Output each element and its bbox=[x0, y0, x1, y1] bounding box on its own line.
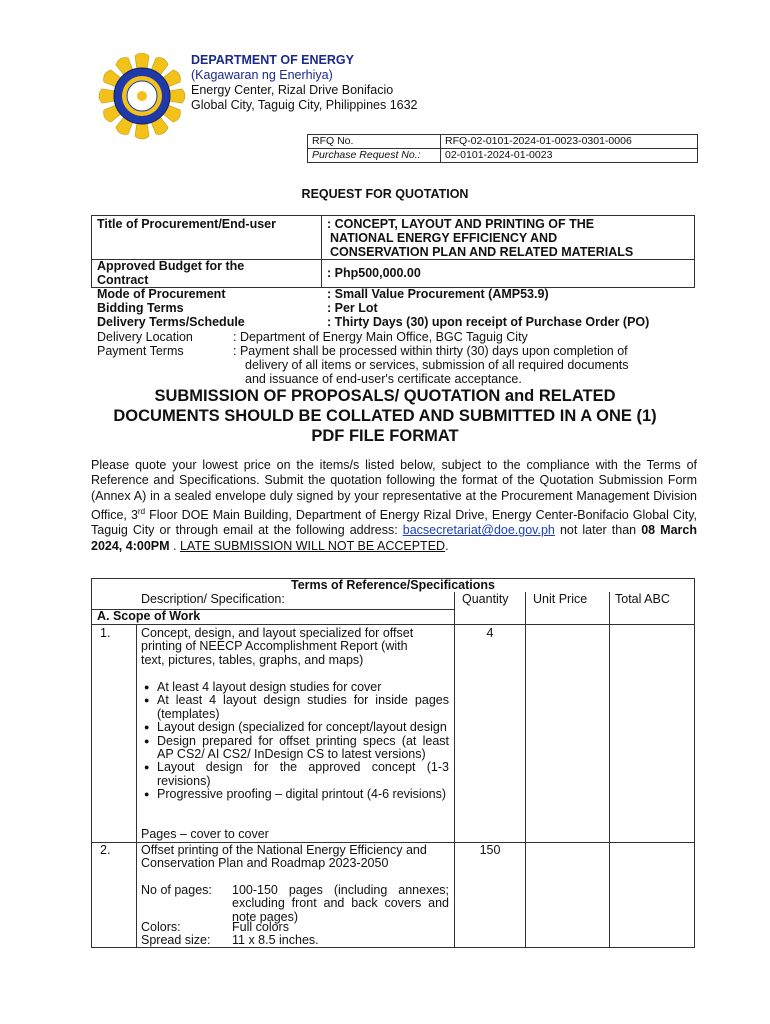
instructions-text-1: Please quote your lowest price on the items/s listed below, subject to the compliance with the Terms of Reference and Specifications. Submit the quotation following the format of the Quotation Submission Form (Annex A) in a sealed envelope duly signed by your representative at the Procurement Management Division Office, 3 bbox=[91, 458, 697, 523]
location-value-text: : Department of Energy Main Office, BGC Taguig City bbox=[233, 330, 528, 344]
table-line bbox=[136, 624, 137, 948]
payment-label: Payment Terms bbox=[97, 344, 184, 358]
pr-no-label: Purchase Request No.: bbox=[308, 149, 441, 163]
budget-label-1: Approved Budget for the bbox=[97, 259, 245, 273]
table-line bbox=[91, 578, 92, 948]
title-value-3: CONSERVATION PLAN AND RELATED MATERIALS bbox=[330, 245, 634, 259]
table-line bbox=[694, 578, 695, 948]
item-1-description bbox=[141, 627, 413, 667]
bullet-item: ● At least 4 layout design studies for cover bbox=[143, 681, 449, 694]
location-label: Delivery Location bbox=[97, 330, 193, 344]
department-local-name: (Kagawaran ng Enerhiya) bbox=[191, 68, 333, 82]
instructions-text-2: Floor DOE Main Building, Department of Energy Rizal Drive, Energy Center-Bonifacio Global City, Taguig City or through email at the following address: bbox=[91, 508, 697, 538]
item-1-quantity: 4 bbox=[486, 626, 494, 640]
spec-spread-label: Spread size: bbox=[141, 933, 211, 947]
address-line-2: Global City, Taguig City, Philippines 1632 bbox=[191, 98, 418, 112]
spec-pages-label: No of pages: bbox=[141, 883, 212, 897]
instructions-text-5: . bbox=[445, 538, 449, 553]
bullet-item: ● Design prepared for offset printing specs (at least AP CS2/ AI CS2/ InDesign CS to latest versions) bbox=[143, 735, 449, 762]
section-a-scope-of-work: A. Scope of Work bbox=[97, 609, 201, 623]
info-divider bbox=[321, 215, 322, 258]
spec-colors-value: Full colors bbox=[232, 920, 289, 934]
spec-spread-value: 11 x 8.5 inches. bbox=[232, 933, 319, 947]
delivery-label: Delivery Terms/Schedule bbox=[97, 315, 245, 329]
item-1-desc-line-1: Concept, design, and layout specialized for offset bbox=[141, 626, 414, 640]
item-number: 1. bbox=[100, 626, 111, 640]
payment-value-2: delivery of all items or services, submission of all required documents bbox=[245, 358, 629, 372]
spec-colors-label: Colors: bbox=[141, 920, 181, 934]
bullet-item: ● Progressive proofing – digital printout (4-6 revisions) bbox=[143, 788, 449, 801]
document-title: REQUEST FOR QUOTATION bbox=[301, 187, 469, 201]
table-line bbox=[525, 592, 526, 948]
submission-line-2: DOCUMENTS SHOULD BE COLLATED AND SUBMITTED IN A ONE (1) bbox=[113, 407, 657, 425]
item-1-bullet-list bbox=[143, 681, 449, 802]
mode-label: Mode of Procurement bbox=[97, 287, 226, 301]
bidding-label: Bidding Terms bbox=[97, 301, 184, 315]
address-line-1: Energy Center, Rizal Drive Bonifacio bbox=[191, 83, 394, 97]
item-2-desc-line-1: Offset printing of the National Energy Efficiency and bbox=[141, 843, 427, 857]
late-submission-notice: LATE SUBMISSION WILL NOT BE ACCEPTED bbox=[179, 538, 446, 553]
item-2-desc-line-2: Conservation Plan and Roadmap 2023-2050 bbox=[141, 856, 389, 871]
title-value-1: : CONCEPT, LAYOUT AND PRINTING OF THE bbox=[327, 217, 595, 231]
item-1-desc-line-2: printing of NEECP Accomplishment Report (with bbox=[141, 639, 408, 654]
col-unit-price: Unit Price bbox=[533, 592, 588, 606]
procurement-info-table bbox=[91, 215, 695, 388]
item-number: 2. bbox=[100, 843, 111, 857]
table-line bbox=[609, 592, 610, 948]
instructions-paragraph bbox=[91, 458, 697, 554]
bidding-value: : Per Lot bbox=[327, 301, 378, 315]
rfq-no-value: RFQ-02-0101-2024-01-0023-0301-0006 bbox=[441, 135, 698, 149]
letterhead bbox=[191, 53, 418, 113]
info-divider bbox=[321, 258, 322, 287]
delivery-value: : Thirty Days (30) upon receipt of Purchase Order (PO) bbox=[327, 315, 650, 329]
col-total-abc: Total ABC bbox=[615, 592, 670, 606]
terms-title: Terms of Reference/Specifications bbox=[290, 578, 495, 592]
department-name: DEPARTMENT OF ENERGY bbox=[191, 53, 354, 67]
bullet-item: ● Layout design for the approved concept (1-3 revisions) bbox=[143, 761, 449, 788]
submission-line-1: SUBMISSION OF PROPOSALS/ QUOTATION and RELATED bbox=[154, 387, 616, 405]
title-label: Title of Procurement/End-user bbox=[97, 217, 276, 231]
bullet-item: ● At least 4 layout design studies for inside pages (templates) bbox=[143, 694, 449, 721]
deadline: 08 March 2024, 4:00PM bbox=[91, 523, 697, 553]
item-2-quantity: 150 bbox=[479, 843, 501, 857]
bac-email-link[interactable]: bacsecretariat@doe.gov.ph bbox=[402, 523, 555, 538]
pr-no-value: 02-0101-2024-01-0023 bbox=[441, 149, 698, 163]
submission-notice bbox=[60, 386, 710, 446]
ordinal-suffix: rd bbox=[137, 506, 146, 516]
mode-value: : Small Value Procurement (AMP53.9) bbox=[327, 287, 549, 301]
title-value-2: NATIONAL ENERGY EFFICIENCY AND bbox=[330, 231, 558, 245]
table-line bbox=[454, 592, 455, 948]
spec-pages-value: 100-150 pages (including annexes; excluding front and back covers and note pages) bbox=[232, 883, 449, 924]
submission-line-3: PDF FILE FORMAT bbox=[311, 427, 459, 445]
budget-label-2: Contract bbox=[97, 273, 149, 287]
col-description: Description/ Specification: bbox=[141, 592, 285, 606]
item-1-footer: Pages – cover to cover bbox=[141, 827, 269, 841]
doe-seal-logo-icon bbox=[98, 52, 186, 140]
budget-value: : Php500,000.00 bbox=[327, 266, 421, 280]
rfq-no-label: RFQ No. bbox=[308, 135, 441, 149]
payment-value-1: : Payment shall be processed within thirty (30) days upon completion of bbox=[233, 344, 628, 358]
terms-of-reference-table bbox=[91, 578, 695, 948]
item-2-description bbox=[141, 844, 427, 871]
bullet-item: ● Layout design (specialized for concept/layout design bbox=[143, 721, 449, 734]
item-1-desc-line-3: text, pictures, tables, graphs, and maps) bbox=[141, 652, 364, 667]
payment-value-3: and issuance of end-user's certificate acceptance. bbox=[245, 372, 522, 386]
col-quantity: Quantity bbox=[462, 592, 509, 606]
instructions-text-3: not later than bbox=[554, 523, 642, 538]
instructions-text-4: . bbox=[169, 538, 180, 553]
table-line bbox=[91, 624, 695, 625]
location-value bbox=[233, 330, 528, 344]
rfq-reference-box bbox=[307, 134, 698, 163]
